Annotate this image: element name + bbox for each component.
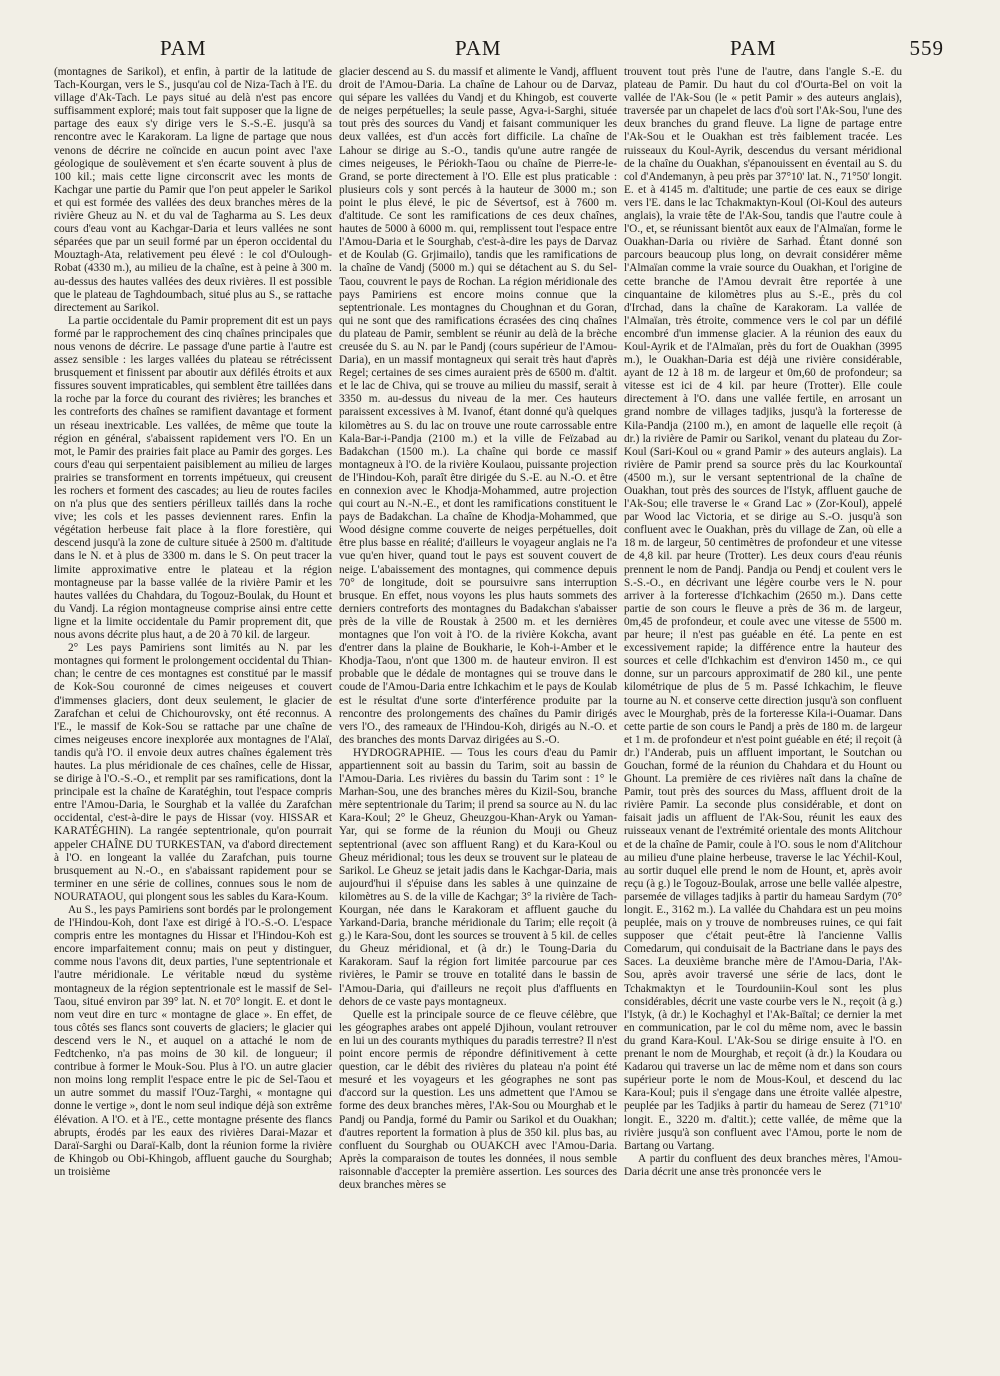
running-head: [130, 36, 944, 66]
text-column-3: [624, 66, 902, 1296]
paragraph: (montagnes de Sarikol), et enfin, à partir de la latitude de Tach-Kourgan, vers le S., jusqu'au col de Niza-Tach à l'E. du village d'Ak-Tach. Le pays situé au delà n'est pas encore suffisamment exploré; mais tout fait supposer que la ligne de partage des eaux s'y dirige vers le S.-S.-E. jusqu'à sa rencontre avec le Karakoram. La ligne de partage que nous venons de décrire ne coïncide en aucun point avec l'axe géologique de soulèvement et s'en écarte souvent à plus de 100 kil.; mais cette ligne circonscrit avec les monts de Kachgar une partie du Pamir que l'on peut appeler le Sarikol et qui est formée des vallées des deux branches mères de la rivière Gheuz au N. et du val de Tagharma au S. Les deux cours d'eau vont au Kachgar-Daria et leurs vallées ne sont séparées que par un seuil formé par un éperon occidental du Mouztagh-Ata, relativement peu élevé : le col d'Oulough-Robat (4330 m.), au milieu de la chaîne, est à peine à 300 m. au-dessus des hautes vallées des deux rivières. Il est possible que le plateau de Taghdoumbach, situé plus au S., se rattache directement au Sarikol.: [54, 66, 332, 314]
paragraph: A partir du confluent des deux branches mères, l'Amou-Daria décrit une anse très prononcée vers le: [624, 1152, 902, 1178]
text-column-2: [339, 66, 617, 1296]
page-number: 559: [909, 36, 944, 60]
paragraph: Quelle est la principale source de ce fleuve célèbre, que les géographes arabes ont appelé Djihoun, voulant retrouver en lui un des courants mythiques du paradis terrestre? Il n'est point encore permis de répondre définitivement à cette question, car le débit des rivières du plateau n'a point été mesuré et les voyageurs et les géographes ne sont pas d'accord sur la question. Les uns admettent que l'Amou se forme des deux branches mères, l'Ak-Sou ou Mourghab et le Pandj ou Pandja, formé du Pamir ou Sarikol et du Ouakhan; d'autres reportent la formation à plus de 350 kil. plus bas, au confluent du Sourghab ou OUAKCH avec l'Amou-Daria. Après la comparaison de toutes les données, il nous semble raisonnable d'accepter la première assertion. Les sources des deux branches mères se: [339, 1008, 617, 1191]
header-word-center: PAM: [455, 36, 502, 60]
header-word-left: PAM: [160, 36, 207, 60]
paragraph: trouvent tout près l'une de l'autre, dans l'angle S.-E. du plateau de Pamir. Du haut du col d'Ourta-Bel on voit la vallée de l'Ak-Sou (le « petit Pamir » des auteurs anglais), traversée par un chapelet de lacs d'où sort l'Ak-Sou, l'une des deux branches du grand fleuve. La ligne de partage entre l'Ak-Sou et le Ouakhan est très faiblement tracée. Les ruisseaux du Koul-Ayrik, descendus du versant méridional de la chaîne du Ouakhan, s'épanouissent en éventail au S. du col d'Andemanyn, à peu près par 37°10' lat. N., 71°50' longit. E. et à 4145 m. d'altitude; une partie de ces eaux se dirige vers l'E. dans le lac Tchakmaktyn-Koul (Oi-Koul des auteurs anglais), la vraie tête de l'Ak-Sou, tandis que l'autre coule à l'O., et, se réunissant bientôt aux eaux de l'Almaïan, forme le Ouakhan-Daria ou rivière de Sarhad. Étant donné son parcours beaucoup plus long, on devrait considérer même l'Almaïan comme la vraie source du Ouakhan, et l'origine de cette branche de l'Amou devrait être reportée à une cinquantaine de kilomètres plus au S.-E., près du col d'Irchad, dans la chaîne de Karakoram. La vallée de l'Almaïan, très étroite, commence vers le col par un défilé encombré d'un immense glacier. A la réunion des eaux du Koul-Ayrik et de l'Almaïan, près du fort de Ouakhan (3995 m.), le Ouakhan-Daria est déjà une rivière considérable, ayant de 12 à 18 m. de largeur et 0m,60 de profondeur; sa vitesse est ici de 4 kil. par heure (Trotter). Elle coule directement à l'O. dans une vallée fertile, en arrosant un grand nombre de villages tadjiks, jusqu'à la forteresse de Kila-Pandja (2100 m.), en amont de laquelle elle reçoit (à dr.) la rivière de Pamir ou Sarikol, venant du plateau du Zor-Koul (Sari-Koul ou « grand Pamir » des auteurs anglais). La rivière de Pamir prend sa source près du lac Kourkountaï (4500 m.), sur le versant septentrional de la chaîne de Ouakhan, tout près des sources de l'Istyk, affluent gauche de l'Ak-Sou; elle traverse le « Grand Lac » (Zor-Koul), appelé par Wood lac Victoria, et se dirige au S.-O. jusqu'à son confluent avec le Ouakhan, près du village de Zan, où elle a 18 m. de largeur, 50 centimètres de profondeur et une vitesse de 4,8 kil. par heure (Trotter). Les deux cours d'eau réunis prennent le nom de Pandj. Pandja ou Pendj et coulent vers le S.-S.-O., en décrivant une légère courbe vers le N. pour arriver à la forteresse d'Ichkachim (2650 m.). Dans cette partie de son cours le fleuve a près de 36 m. de largeur, 0m,45 de profondeur, et coule avec une vitesse de 5500 m. par heure; il n'est pas guéable en été. La pente en est excessivement rapide; la différence entre la hauteur des sources et celle d'Ichkachim est d'environ 1450 m., ce qui donne, sur un parcours approximatif de 280 kil., une pente kilométrique de plus de 5 m. Passé Ichkachim, le fleuve tourne au N. et conserve cette direction jusqu'à son confluent avec le Mourghab, près de la forteresse Kila-i-Ouamar. Dans cette partie de son cours le Pandj a près de 180 m. de largeur et 1 m. de profondeur et n'est point guéable en été; il reçoit (à dr.) l'Anderab, puis un affluent important, le Soutchan ou Gouchan, formé de la réunion du Chahdara et du Hount ou Ghount. La première de ces rivières naît dans la chaîne de Pamir, tout près des sources du Mass, affluent droit de la rivière Pamir. La seconde plus considérable, et dont on faisait jadis un affluent de l'Ak-Sou, réunit les eaux des ruisseaux venant de l'extrémité orientale des monts Alitchour et de la chaîne de Pamir, coule à l'O. sous le nom d'Alitchour au milieu d'une plaine herbeuse, traverse le lac Yéchil-Koul, au sortir duquel elle prend le nom de Hount, et, après avoir reçu (à g.) le Togouz-Boulak, arrose une belle vallée alpestre, parsemée de villages tadjiks à partir du hameau Sardym (70° longit. E., 3162 m.). La vallée du Chahdara est un peu moins peuplée, mais on y trouve de nombreuses ruines, ce qui fait supposer que c'était peut-être là l'ancienne Vallis Comedarum, qui conduisait de la Bactriane dans le pays des Saces. La deuxième branche mère de l'Amou-Daria, l'Ak-Sou, après avoir traversé une série de lacs, dont le Tchakmaktyn et le Tourdouniin-Koul sont les plus considérables, décrit une vaste courbe vers le N., reçoit (à g.) l'Istyk, (à dr.) le Kochaghyl et l'Ak-Baïtal; ce dernier la met en communication, par le col du même nom, avec le bassin du grand Kara-Koul. L'Ak-Sou se dirige ensuite à l'O. en prenant le nom de Mourghab, et reçoit (à dr.) la Koudara ou Kadarou qui traverse un lac de même nom et dans son cours supérieur porte le nom de Mous-Koul, et descend du lac Kara-Koul; puis il s'engage dans une étroite vallée alpestre, peuplée par les Tadjiks à partir du hameau de Serez (71°10' longit. E., 3220 m. d'altit.); cette vallée, de même que la rivière jusqu'à son confluent avec l'Amou, porte le nom de Bartang ou Vartang.: [624, 66, 902, 1152]
paragraph: 2° Les pays Pamiriens sont limités au N. par les montagnes qui forment le prolongement occidental du Thian-chan; le centre de ces montagnes est constitué par le massif de Kok-Sou couronné de cimes neigeuses et couvert d'immenses glaciers, dont deux seulement, le glacier de Zarafchan et celui de Chichourovsky, ont été reconnus. A l'E., le massif de Kok-Sou se rattache par une chaîne de cimes neigeuses encore inexplorée aux montagnes de l'Alaï, tandis qu'à l'O. il envoie deux autres chaînes également très hautes. La plus méridionale de ces chaînes, celle de Hissar, se dirige à l'O.-S.-O., et remplit par ses ramifications, dont la principale est la chaîne de Karatéghin, tout l'espace compris entre l'Amou-Daria, le Sourghab et la vallée du Zarafchan occidental, c'est-à-dire le pays de Hissar (voy. HISSAR et KARATÉGHIN). La rangée septentrionale, qu'on pourrait appeler CHAÎNE DU TURKESTAN, va d'abord directement à l'O. en longeant la vallée du Zarafchan, puis tourne brusquement au N.-O., en s'abaissant rapidement pour se terminer en une série de collines, connues sous le nom de NOURATAOU, qui plongent sous les sables du Kara-Koum.: [54, 642, 332, 903]
paragraph: glacier descend au S. du massif et alimente le Vandj, affluent droit de l'Amou-Daria. La chaîne de Lahour ou de Darvaz, qui sépare les vallées du Vandj et du Khingob, est couverte de neiges perpétuelles; la seule passe, Agva-i-Sarghi, située tout près des sources du Vandj et faisant communiquer les deux vallées, est d'un accès fort difficile. La chaîne de Lahour se dirige au S.-O., tandis qu'une autre rangée de cimes neigeuses, le Périokh-Taou ou chaîne de Pierre-le-Grand, se porte directement à l'O. Elle est plus praticable : plusieurs cols y sont percés à la hauteur de 3000 m.; son point le plus élevé, le pic de Sévertsof, est à 7600 m. d'altitude. Ce sont les ramifications de ces deux chaînes, hautes de 5000 à 6000 m. qui, remplissent tout l'espace entre l'Amou-Daria et le Sourghab, c'est-à-dire les pays de Darvaz et de Koulab (G. Grjimailo), tandis que les ramifications de la chaîne de Vandj (5000 m.) qui se détachent au S. du Sel-Taou, couvrent le pays de Rochan. La région méridionale des pays Pamiriens est encore moins connue que la septentrionale. Les montagnes du Choughnan et du Goran, qui ne sont que des ramifications écrasées des cinq chaînes du plateau de Pamir, semblent se réunir au delà de la brèche creusée du S. au N. par le Pandj (cours supérieur de l'Amou-Daria), en un massif montagneux qui serait très haut d'après Regel; certaines de ses cimes auraient près de 6500 m. d'altit. et le lac de Chiva, qui se trouve au milieu du massif, serait à 3350 m. au-dessus du niveau de la mer. Ces hauteurs paraissent excessives à M. Ivanof, étant donné qu'à quelques kilomètres au S. du lac on trouve une route carrossable entre Kala-Bar-i-Pandja (2100 m.) et la ville de Feïzabad au Badakchan (1500 m.). La chaîne qui borde ce massif montagneux à l'O. de la rivière Koulaou, puissante projection de l'Hindou-Koh, paraît être dirigée du S.-E. au N.-O. et être en connexion avec le Khodja-Mohammed, autre projection qui court au N.-N.-E., et dont les ramifications constituent le pays de Badakchan. La chaîne de Khodja-Mohammed, que Wood désigne comme couverte de neiges perpétuelles, doit être plus basse en réalité; d'ailleurs le voyageur anglais ne l'a vue qu'en hiver, quand tout le pays est souvent couvert de neige. L'abaissement des montagnes, qui commence depuis 70° de longitude, doit se poursuivre sans interruption brusque. En effet, nous voyons les plus hauts sommets des derniers contreforts des montagnes du Badakchan s'abaisser près de la ville de Roustak à 2500 m. et les dernières montagnes que l'on voit à l'O. de la rivière Kokcha, avant d'entrer dans la plaine de Boukharie, le Koh-i-Amber et le Khodja-Taou, n'ont que 1300 m. de hauteur environ. Il est probable que le dédale de montagnes qui se trouve dans le coude de l'Amou-Daria entre Ichkachim et le pays de Koulab est le résultat d'une sorte d'interférence produite par la rencontre des prolongements des chaînes du Pamir dirigés vers l'O., des rameaux de l'Hindou-Koh, dirigés au N.-O. et des branches des monts Darvaz dirigées au S.-O.: [339, 66, 617, 746]
text-column-1: [54, 66, 332, 1296]
paragraph: La partie occidentale du Pamir proprement dit est un pays formé par le rapprochement des cinq chaînes principales que nous venons de décrire. Le passage d'une partie à l'autre est assez sensible : les larges vallées du plateau se rétrécissent brusquement et finissent par aboutir aux défilés étroits et aux fissures souvent impraticables, qui semblent être taillées dans la roche par la force du courant des rivières; les branches et les contreforts des chaînes se ramifient davantage et forment un réseau inextricable. Les vallées, de même que toute la région en général, s'abaissent rapidement vers l'O. En un mot, le Pamir des prairies fait place au Pamir des gorges. Les cours d'eau qui serpentaient paisiblement au milieu de larges prairies se transforment en torrents impétueux, qui creusent les rochers et forment des cascades; au lieu de routes faciles on n'a plus que des sentiers périlleux taillés dans la roche vive; les cols et les passes deviennent rares. Enfin la végétation herbeuse fait place à la flore forestière, qui descend jusqu'à la zone de culture située à 2500 m. d'altitude dans le N. et à plus de 3300 m. dans le S. On peut tracer la limite approximative entre le plateau et la région montagneuse par la basse vallée de la rivière Pamir et les hautes vallées du Chahdara, du Togouz-Boulak, du Hount et du Vandj. La région montagneuse comprise ainsi entre cette ligne et la limite occidentale du Pamir proprement dit, que nous avons décrite plus haut, a de 20 à 70 kil. de largeur.: [54, 314, 332, 642]
header-word-right: PAM: [730, 36, 777, 60]
paragraph: Au S., les pays Pamiriens sont bordés par le prolongement de l'Hindou-Koh, dont l'axe est dirigé à l'O.-S.-O. L'espace compris entre les montagnes du Hissar et l'Hindou-Koh est encore imparfaitement connu; mais on peut y distinguer, comme nous l'avons dit, deux parties, l'une septentrionale et l'autre méridionale. Le véritable nœud du système montagneux de la région septentrionale est le massif de Sel-Taou, situé environ par 39° lat. N. et 70° longit. E. et dont le nom veut dire en turc « montagne de glace ». En effet, de tous côtés ses flancs sont couverts de glaciers; le glacier qui descend vers le N., et auquel on a attaché le nom de Fedtchenko, n'a pas moins de 30 kil. de longueur; il contribue à former le Mouk-Sou. Plus à l'O. un autre glacier non moins long remplit l'espace entre le pic de Sel-Taou et un autre sommet du massif l'Ouz-Targhi, « montagne qui donne le vertige », dont le nom seul indique déjà son extrême élévation. A l'O. et à l'E., cette montagne présente des flancs abrupts, érodés par les eaux des rivières Darai-Mazar et Daraï-Sarghi ou Daraï-Kalb, dont la réunion forme la rivière de Khingob ou Obi-Khingob, affluent gauche du Sourghab; un troisième: [54, 904, 332, 1178]
paragraph-hydrographie: HYDROGRAPHIE. — Tous les cours d'eau du Pamir appartiennent soit au bassin du Tarim, soit au bassin de l'Amou-Daria. Les rivières du bassin du Tarim sont : 1° le Marhan-Sou, une des branches mères du Kizil-Sou, branche mère septentrionale du Tarim; il prend sa source au N. du lac Kara-Koul; 2° le Gheuz, Gheuzgou-Khan-Aryk ou Yaman-Yar, qui se forme de la réunion du Mouji ou Gheuz septentrional (avec son affluent Rang) et du Kara-Koul ou Gheuz méridional; tous les deux se trouvent sur le plateau de Sarikol. Le Gheuz se jetait jadis dans le Kachgar-Daria, mais aujourd'hui il s'épuise dans les sables à une quinzaine de kilomètres au S. de la ville de Kachgar; 3° la rivière de Tach-Kourgan, née dans le Karakoram et affluent gauche du Yarkand-Daria, branche méridionale du Tarim; elle reçoit (à g.) le Kara-Sou, dont les sources se trouvent à 5 kil. de celles du Gheuz méridional, et (à dr.) le Toung-Daria du Karakoram. Sauf la région fort limitée parcourue par ces rivières, le Pamir se trouve en totalité dans le bassin de l'Amou-Daria, qui d'ailleurs ne reçoit plus d'affluents en dehors de ce vaste pays montagneux.: [339, 746, 617, 1008]
